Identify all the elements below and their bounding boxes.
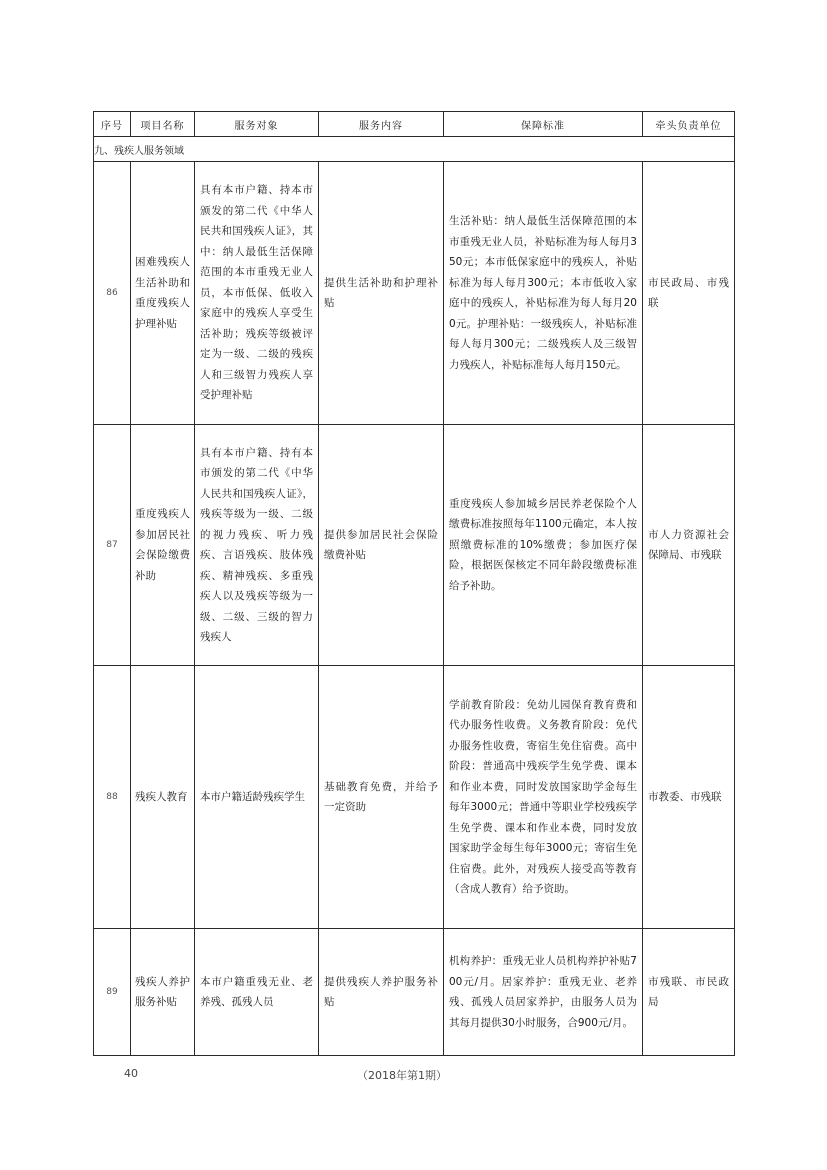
guarantee-standard: 重度残疾人参加城乡居民养老保险个人缴费标准按照每年1100元确定，本人按照缴费标准的10%缴费；参加医疗保险，根据医保核定不同年龄段缴费标准给予补助。 — [449, 497, 637, 592]
project-name: 残疾人教育 — [135, 790, 188, 803]
row-number: 87 — [94, 425, 131, 666]
guarantee-standard: 生活补贴：纳人最低生活保障范围的本市重残无业人员，补贴标准为每人每月350元；本市低保家庭中的残疾人，补贴标准为每人每月300元；本市低收入家庭中的残疾人，补贴标准为每人每月200元。护理补贴：一级残疾人，补贴标准每人每月300元；二级残疾人及三级智力残疾人，补贴标准每人每月150元。 — [449, 215, 637, 371]
table-row — [94, 425, 735, 666]
lead-unit: 市残联、市民政局 — [648, 975, 729, 1008]
service-target: 本市户籍重残无业、老养残、孤残人员 — [200, 975, 313, 1008]
header-service-content: 服务内容 — [319, 112, 444, 137]
guarantee-standard: 学前教育阶段：免幼儿园保育教育费和代办服务性收费。义务教育阶段：免代办服务性收费，寄宿生免住宿费。高中阶段：普通高中残疾学生免学费、课本和作业本费，同时发放国家助学金每生每年3000元；普通中等职业学校残疾学生免学费、课本和作业本费，同时发放国家助学金每生每年3000元；寄宿生免住宿费。此外，对残疾人接受高等教育（含成人教育）给予资助。 — [449, 698, 637, 895]
service-target: 具有本市户籍、持有本市颁发的第二代《中华人民共和国残疾人证》，残疾等级为一级、二级的视力残疾、听力残疾、言语残疾、肢体残疾、精神残疾、多重残疾人以及残疾等级为一级、二级、三级的智力残疾人 — [200, 446, 313, 643]
service-content: 提供残疾人养护服务补贴 — [324, 975, 438, 1008]
header-serial: 序号 — [94, 112, 131, 137]
header-lead-unit: 牵头负责单位 — [643, 112, 735, 137]
table-row — [94, 162, 735, 425]
row-number: 89 — [94, 929, 131, 1056]
row-number: 88 — [94, 666, 131, 929]
guarantee-standard: 机构养护：重残无业人员机构养护补贴700元/月。居家养护：重残无业、老养残、孤残人员居家养护，由服务人员为其每月提供30小时服务，合900元/月。 — [449, 955, 637, 1029]
table-row — [94, 666, 735, 929]
header-project-name: 项目名称 — [131, 112, 195, 137]
section-row — [94, 137, 735, 162]
services-table — [93, 111, 735, 1056]
header-service-target: 服务对象 — [195, 112, 319, 137]
table-header-row — [94, 112, 735, 137]
header-guarantee-standard: 保障标准 — [444, 112, 643, 137]
project-name: 重度残疾人参加居民社会保险缴费补助 — [135, 508, 190, 582]
service-content: 基础教育免费，并给予一定资助 — [324, 780, 438, 813]
section-title: 九、残疾人服务领域 — [94, 137, 735, 162]
service-target: 本市户籍适龄残疾学生 — [200, 790, 305, 803]
row-number: 86 — [94, 162, 131, 425]
issue-label: （2018年第1期） — [357, 1069, 447, 1082]
service-target: 具有本市户籍、持本市颁发的第二代《中华人民共和国残疾人证》，其中：纳人最低生活保障范围的本市重残无业人员，本市低保、低收入家庭中的残疾人享受生活补助；残疾等级被评定为一级、二级的残疾人和三级智力残疾人享受护理补贴 — [200, 184, 313, 402]
page-number: 40 — [124, 1067, 138, 1080]
service-content: 提供参加居民社会保险缴费补贴 — [324, 528, 438, 561]
lead-unit: 市民政局、市残联 — [648, 276, 729, 309]
table-row — [94, 929, 735, 1056]
project-name: 困难残疾人生活补助和重度残疾人护理补贴 — [135, 256, 190, 330]
service-content: 提供生活补助和护理补贴 — [324, 276, 438, 309]
lead-unit: 市教委、市残联 — [648, 790, 722, 803]
project-name: 残疾人养护服务补贴 — [135, 975, 190, 1008]
lead-unit: 市人力资源社会保障局、市残联 — [648, 528, 729, 561]
